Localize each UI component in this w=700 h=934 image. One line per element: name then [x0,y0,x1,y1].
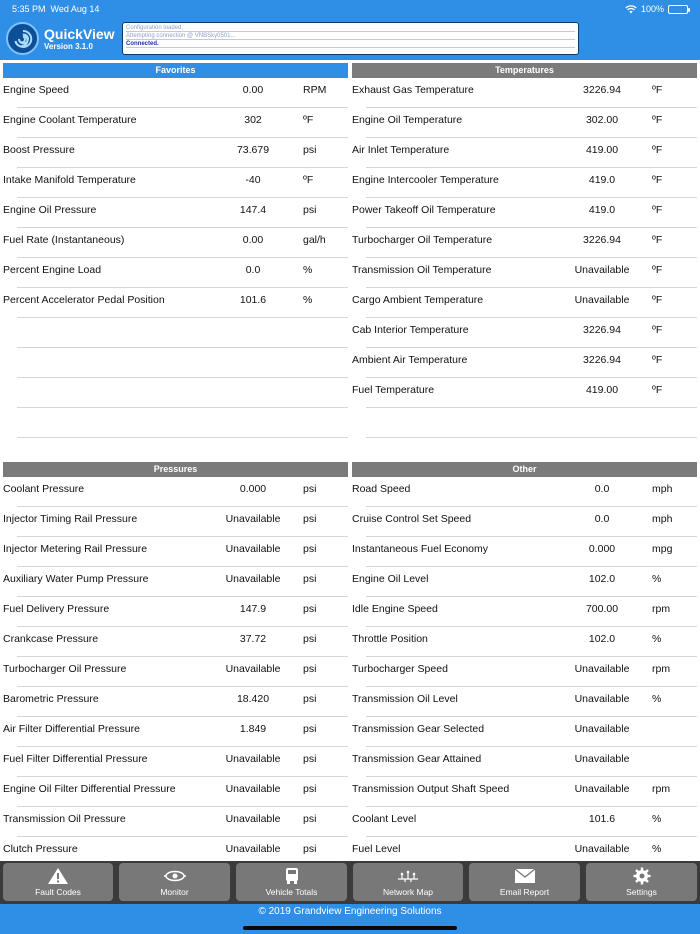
favorites-row[interactable] [3,408,348,438]
gauge-name: Fuel Level [352,843,401,855]
gauge-unit: ºF [652,324,663,336]
vehicle-totals-label: Vehicle Totals [265,887,318,897]
gauge-name: Coolant Level [352,813,417,825]
gauge-name: Engine Oil Temperature [352,114,463,126]
gauge-unit: ºF [652,144,663,156]
gauge-name: Cargo Ambient Temperature [352,294,484,306]
gauge-unit: psi [303,204,317,216]
gauge-unit: % [652,633,662,645]
temperatures-row[interactable] [352,288,697,318]
gauge-value: 419.0 [588,174,616,186]
favorites-row[interactable] [3,138,348,168]
gauge-name: Engine Speed [3,84,69,96]
settings-button[interactable] [586,863,697,901]
gauge-unit: % [652,813,662,825]
gauge-unit: ºF [303,174,314,186]
gauge-unit: ºF [652,174,663,186]
temperatures-row[interactable] [352,408,697,438]
pressures-row[interactable] [3,717,348,747]
temperatures-row[interactable] [352,168,697,198]
temperatures-row[interactable] [352,198,697,228]
pressures-row[interactable] [3,477,348,507]
gauge-name: Transmission Oil Temperature [352,264,492,276]
other-row[interactable] [352,477,697,507]
other-row[interactable] [352,627,697,657]
gauge-unit: gal/h [303,234,326,246]
gauge-name: Throttle Position [352,633,428,645]
app-title: QuickView [44,26,115,42]
gauge-value: 700.00 [585,603,619,615]
gauge-name: Cruise Control Set Speed [352,513,472,525]
gauge-name: Cab Interior Temperature [352,324,469,336]
network-map-button[interactable] [353,863,463,901]
pressures-row[interactable] [3,627,348,657]
envelope-icon [512,867,538,885]
favorites-row[interactable] [3,168,348,198]
vehicle-totals-button[interactable] [236,863,347,901]
network-map-label: Network Map [382,887,434,897]
gauge-unit: psi [303,144,317,156]
gauge-unit: psi [303,513,317,525]
battery-icon [668,5,688,14]
gauge-value: 3226.94 [583,84,621,96]
gauge-value: Unavailable [574,723,630,735]
gauge-value: Unavailable [225,753,281,765]
fault-codes-label: Fault Codes [35,887,81,897]
gauge-value: Unavailable [574,783,630,795]
pressures-row[interactable] [3,687,348,717]
gauge-value: 3226.94 [583,354,621,366]
gauge-value: -40 [245,174,261,186]
pressures-row[interactable] [3,807,348,837]
temperatures-row[interactable] [352,228,697,258]
monitor-label: Monitor [160,887,189,897]
gauge-value: 0.00 [242,234,264,246]
network-icon [395,867,421,885]
gauge-name: Transmission Gear Selected [352,723,485,735]
footer [0,904,700,934]
copyright-text: © 2019 Grandview Engineering Solutions [258,906,442,917]
other-panel-title: Other [352,462,697,477]
gauge-name: Idle Engine Speed [352,603,438,615]
gauge-value: 18.420 [236,693,270,705]
pressures-row[interactable] [3,507,348,537]
fault-codes-button[interactable] [3,863,113,901]
pressures-panel [3,462,348,867]
gauge-value: 0.00 [242,84,264,96]
gauge-unit: % [303,294,313,306]
temperatures-row[interactable] [352,318,697,348]
other-row[interactable] [352,597,697,627]
gauge-name: Fuel Rate (Instantaneous) [3,234,125,246]
gauge-value: Unavailable [225,843,281,855]
gauge-name: Barometric Pressure [3,693,99,705]
other-row[interactable] [352,807,697,837]
favorites-row[interactable] [3,198,348,228]
gauge-value: Unavailable [574,843,630,855]
favorites-row[interactable] [3,348,348,378]
status-time-date [12,4,99,14]
gauge-value: Unavailable [225,543,281,555]
gauge-unit: rpm [652,783,671,795]
gauge-name: Turbocharger Oil Pressure [3,663,127,675]
pressures-row[interactable] [3,747,348,777]
other-row[interactable] [352,657,697,687]
gauge-content [0,60,700,861]
gauge-value: 102.0 [588,633,616,645]
monitor-button[interactable] [119,863,230,901]
status-right [625,4,688,14]
gauge-unit: psi [303,603,317,615]
gauge-unit: psi [303,633,317,645]
gauge-name: Transmission Oil Pressure [3,813,126,825]
other-row[interactable] [352,687,697,717]
gauge-name: Air Filter Differential Pressure [3,723,140,735]
other-row[interactable] [352,567,697,597]
gauge-value: 419.0 [588,204,616,216]
gauge-name: Turbocharger Oil Temperature [352,234,493,246]
log-line: Attempting connection @ VNBSky0501... [126,32,575,40]
favorites-row[interactable] [3,258,348,288]
gauge-unit: psi [303,783,317,795]
gauge-unit: psi [303,753,317,765]
gauge-unit: ºF [652,204,663,216]
gauge-unit: mpg [652,543,673,555]
other-row[interactable] [352,747,697,777]
other-row[interactable] [352,507,697,537]
swirl-logo-icon [11,27,35,51]
gauge-value: Unavailable [225,813,281,825]
gauge-unit: ºF [652,84,663,96]
other-panel [352,462,697,867]
other-row[interactable] [352,537,697,567]
pressures-panel-title: Pressures [3,462,348,477]
pressures-row[interactable] [3,597,348,627]
favorites-row[interactable] [3,78,348,108]
gauge-unit: psi [303,813,317,825]
status-date: Wed Aug 14 [50,4,100,14]
gauge-unit: % [652,843,662,855]
log-line: Configuration loaded. [126,24,575,32]
other-row[interactable] [352,717,697,747]
gauge-unit: rpm [652,663,671,675]
temperatures-panel [352,63,697,438]
gauge-unit: ºF [652,354,663,366]
monitor-eye-icon [162,867,188,885]
gauge-value: Unavailable [574,264,630,276]
gauge-name: Clutch Pressure [3,843,78,855]
gauge-name: Fuel Temperature [352,384,435,396]
other-row[interactable] [352,777,697,807]
gauge-name: Injector Timing Rail Pressure [3,513,138,525]
home-indicator[interactable] [243,926,457,930]
gauge-name: Air Inlet Temperature [352,144,450,156]
gauge-value: Unavailable [225,513,281,525]
gauge-unit: % [652,693,662,705]
gauge-value: Unavailable [225,663,281,675]
temperatures-row[interactable] [352,138,697,168]
temperatures-panel-title: Temperatures [352,63,697,78]
gauge-name: Engine Oil Level [352,573,429,585]
favorites-row[interactable] [3,228,348,258]
favorites-row[interactable] [3,108,348,138]
gauge-unit: ºF [652,114,663,126]
gauge-unit: psi [303,843,317,855]
pressures-row[interactable] [3,567,348,597]
settings-label: Settings [626,887,657,897]
gauge-value: 101.6 [239,294,267,306]
favorites-row[interactable] [3,318,348,348]
gauge-name: Boost Pressure [3,144,75,156]
app-version: Version 3.1.0 [44,42,93,51]
gauge-name: Road Speed [352,483,411,495]
gauge-unit: mph [652,513,673,525]
battery-percent: 100% [640,4,664,14]
gauge-name: Engine Oil Pressure [3,204,97,216]
gauge-unit: ºF [303,114,314,126]
gauge-value: 419.00 [585,384,619,396]
gauge-name: Fuel Delivery Pressure [3,603,110,615]
connection-log[interactable] [122,22,579,55]
gauge-value: 302.00 [585,114,619,126]
gauge-name: Engine Coolant Temperature [3,114,137,126]
favorites-row[interactable] [3,288,348,318]
warning-icon [45,867,71,885]
gauge-value: Unavailable [574,663,630,675]
gauge-name: Ambient Air Temperature [352,354,468,366]
wifi-icon [625,5,637,14]
gauge-value: 0.000 [239,483,267,495]
status-bar [0,0,700,18]
temperatures-row[interactable] [352,258,697,288]
gauge-name: Transmission Oil Level [352,693,458,705]
temperatures-row[interactable] [352,378,697,408]
gauge-value: 147.4 [239,204,267,216]
gauge-unit: ºF [652,234,663,246]
gauge-value: Unavailable [225,783,281,795]
gauge-value: 1.849 [239,723,267,735]
gauge-value: 102.0 [588,573,616,585]
gauge-value: 101.6 [588,813,616,825]
gauge-value: Unavailable [574,753,630,765]
gauge-value: 419.00 [585,144,619,156]
gauge-name: Power Takeoff Oil Temperature [352,204,496,216]
gauge-value: 3226.94 [583,324,621,336]
gauge-name: Coolant Pressure [3,483,85,495]
favorites-panel-title: Favorites [3,63,348,78]
bottom-toolbar [0,861,700,904]
gauge-unit: psi [303,543,317,555]
gauge-unit: RPM [303,84,327,96]
gauge-name: Engine Oil Filter Differential Pressure [3,783,176,795]
favorites-panel [3,63,348,438]
gauge-name: Crankcase Pressure [3,633,99,645]
gauge-name: Auxiliary Water Pump Pressure [3,573,149,585]
pressures-row[interactable] [3,537,348,567]
gauge-unit: psi [303,663,317,675]
gauge-value: 302 [244,114,262,126]
gauge-unit: ºF [652,294,663,306]
gauge-unit: psi [303,573,317,585]
gauge-unit: ºF [652,264,663,276]
gauge-name: Intake Manifold Temperature [3,174,136,186]
pressures-row[interactable] [3,777,348,807]
status-time: 5:35 PM [12,4,46,14]
gauge-name: Instantaneous Fuel Economy [352,543,488,555]
gauge-value: 147.9 [239,603,267,615]
log-line-connected: Connected. [126,40,575,48]
email-report-label: Email Report [499,887,550,897]
truck-icon [279,867,305,885]
gauge-value: 73.679 [236,144,270,156]
pressures-row[interactable] [3,657,348,687]
gauge-value: 0.000 [588,543,616,555]
gauge-name: Injector Metering Rail Pressure [3,543,148,555]
gauge-unit: % [652,573,662,585]
gauge-name: Turbocharger Speed [352,663,448,675]
gauge-value: 0.0 [594,513,610,525]
gauge-value: 3226.94 [583,234,621,246]
gauge-name: Percent Engine Load [3,264,102,276]
app-header [0,18,700,60]
gauge-value: 0.0 [594,483,610,495]
gauge-name: Transmission Gear Attained [352,753,482,765]
app-logo [6,22,39,55]
gauge-value: Unavailable [225,573,281,585]
email-report-button[interactable] [469,863,580,901]
gauge-value: 0.0 [245,264,261,276]
favorites-row[interactable] [3,378,348,408]
gauge-unit: psi [303,483,317,495]
gauge-value: 37.72 [239,633,267,645]
gauge-unit: % [303,264,313,276]
temperatures-row[interactable] [352,108,697,138]
gauge-unit: rpm [652,603,671,615]
gauge-name: Transmission Output Shaft Speed [352,783,510,795]
gauge-unit: ºF [652,384,663,396]
temperatures-row[interactable] [352,348,697,378]
temperatures-row[interactable] [352,78,697,108]
gauge-name: Exhaust Gas Temperature [352,84,474,96]
gauge-unit: psi [303,723,317,735]
gauge-unit: mph [652,483,673,495]
gauge-name: Fuel Filter Differential Pressure [3,753,148,765]
gauge-value: Unavailable [574,693,630,705]
gear-icon [629,867,655,885]
gauge-name: Engine Intercooler Temperature [352,174,499,186]
gauge-unit: psi [303,693,317,705]
gauge-value: Unavailable [574,294,630,306]
gauge-name: Percent Accelerator Pedal Position [3,294,165,306]
